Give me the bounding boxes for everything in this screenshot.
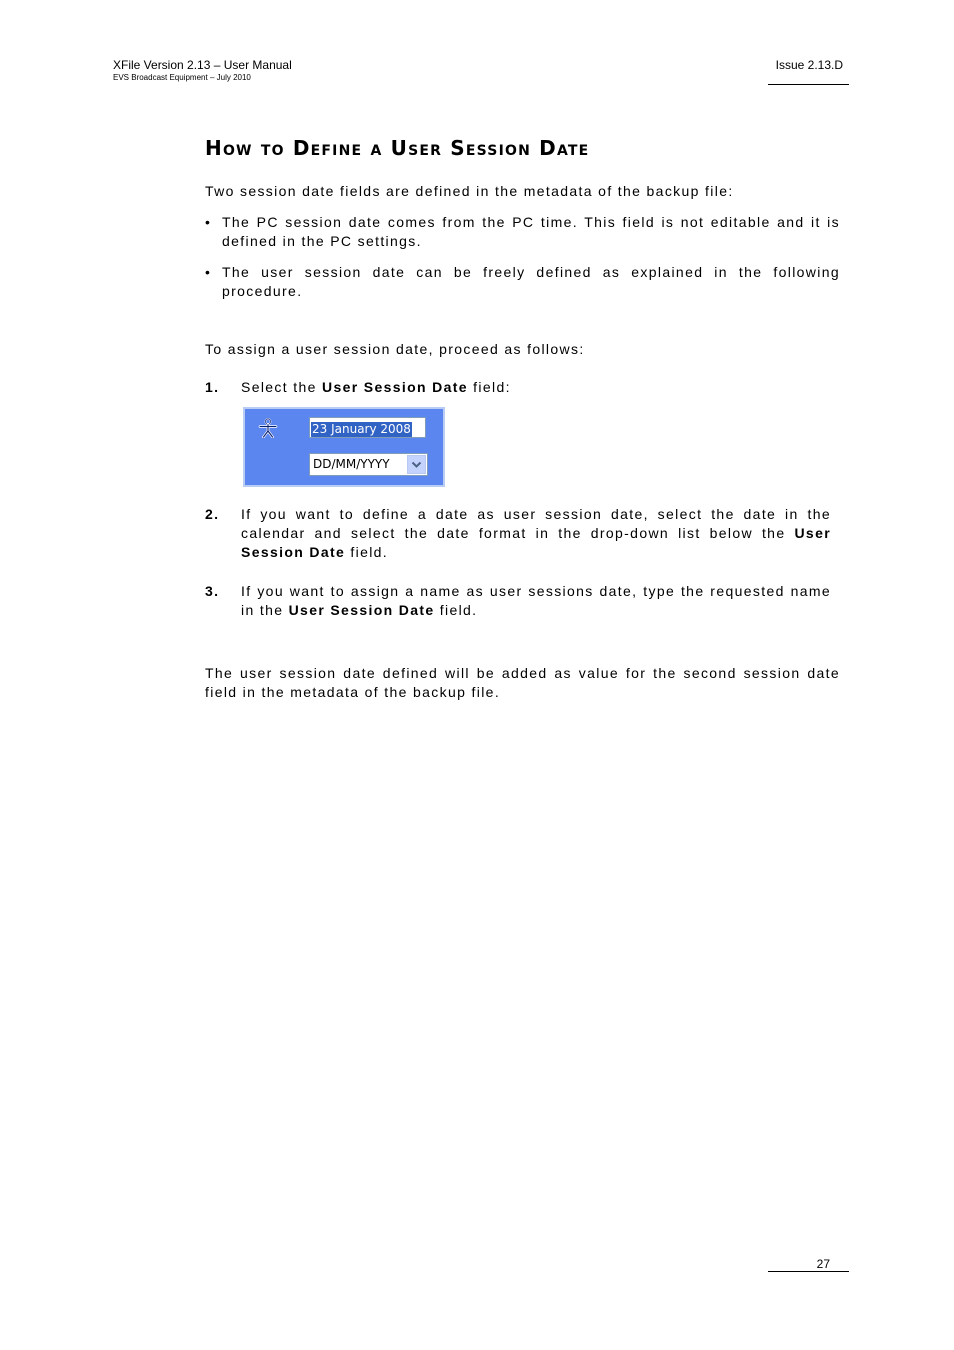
list-item: • The user session date can be freely defined as explained in the following procedure.	[205, 264, 840, 299]
user-session-date-panel	[243, 407, 445, 487]
procedure-step	[205, 505, 831, 562]
list-item: • The PC session date comes from the PC time. This field is not editable and it is defined in the PC settings.	[205, 214, 840, 249]
footer-divider	[768, 1271, 849, 1272]
procedure-intro: To assign a user session date, proceed as follows:	[205, 341, 585, 357]
date-format-value: DD/MM/YYYY	[313, 457, 390, 471]
header-divider	[768, 84, 849, 85]
intro-paragraph: Two session date fields are defined in the metadata of the backup file:	[205, 183, 734, 199]
page-header	[113, 58, 292, 83]
section-heading: How to Define a User Session Date	[205, 136, 590, 160]
chevron-down-icon	[408, 456, 425, 473]
field-name: User Session Date	[241, 525, 831, 560]
document-subtitle: EVS Broadcast Equipment – July 2010	[113, 73, 251, 82]
bullet-icon: •	[205, 214, 212, 230]
step-text: If you want to assign a name as user sessions date, type the requested name in the User Session Date field.	[241, 583, 831, 618]
field-name: User Session Date	[322, 379, 468, 395]
date-format-dropdown[interactable]	[309, 453, 428, 476]
user-session-date-input[interactable]	[309, 417, 426, 438]
step-text: Select the User Session Date field:	[241, 379, 511, 395]
procedure-step	[205, 378, 831, 397]
page-number: 27	[816, 1257, 830, 1271]
closing-paragraph: The user session date defined will be added as value for the second session date field in the metadata of the backup file.	[205, 665, 840, 700]
document-title: XFile Version 2.13 – User Manual	[113, 58, 292, 72]
bullet-list	[205, 213, 840, 301]
issue-label: Issue 2.13.D	[775, 58, 843, 72]
field-name: User Session Date	[288, 602, 435, 618]
step-number: 3.	[205, 583, 220, 599]
step-text: If you want to define a date as user session date, select the date in the calendar and select the date format in the drop-down list below the User Session Date field.	[241, 506, 831, 560]
dropdown-arrow-button[interactable]	[407, 455, 426, 474]
bullet-icon: •	[205, 264, 212, 280]
date-input-value: 23 January 2008	[312, 422, 411, 436]
step-number: 2.	[205, 506, 220, 522]
person-icon[interactable]	[258, 418, 278, 438]
step-number: 1.	[205, 379, 220, 395]
procedure-step	[205, 582, 831, 620]
